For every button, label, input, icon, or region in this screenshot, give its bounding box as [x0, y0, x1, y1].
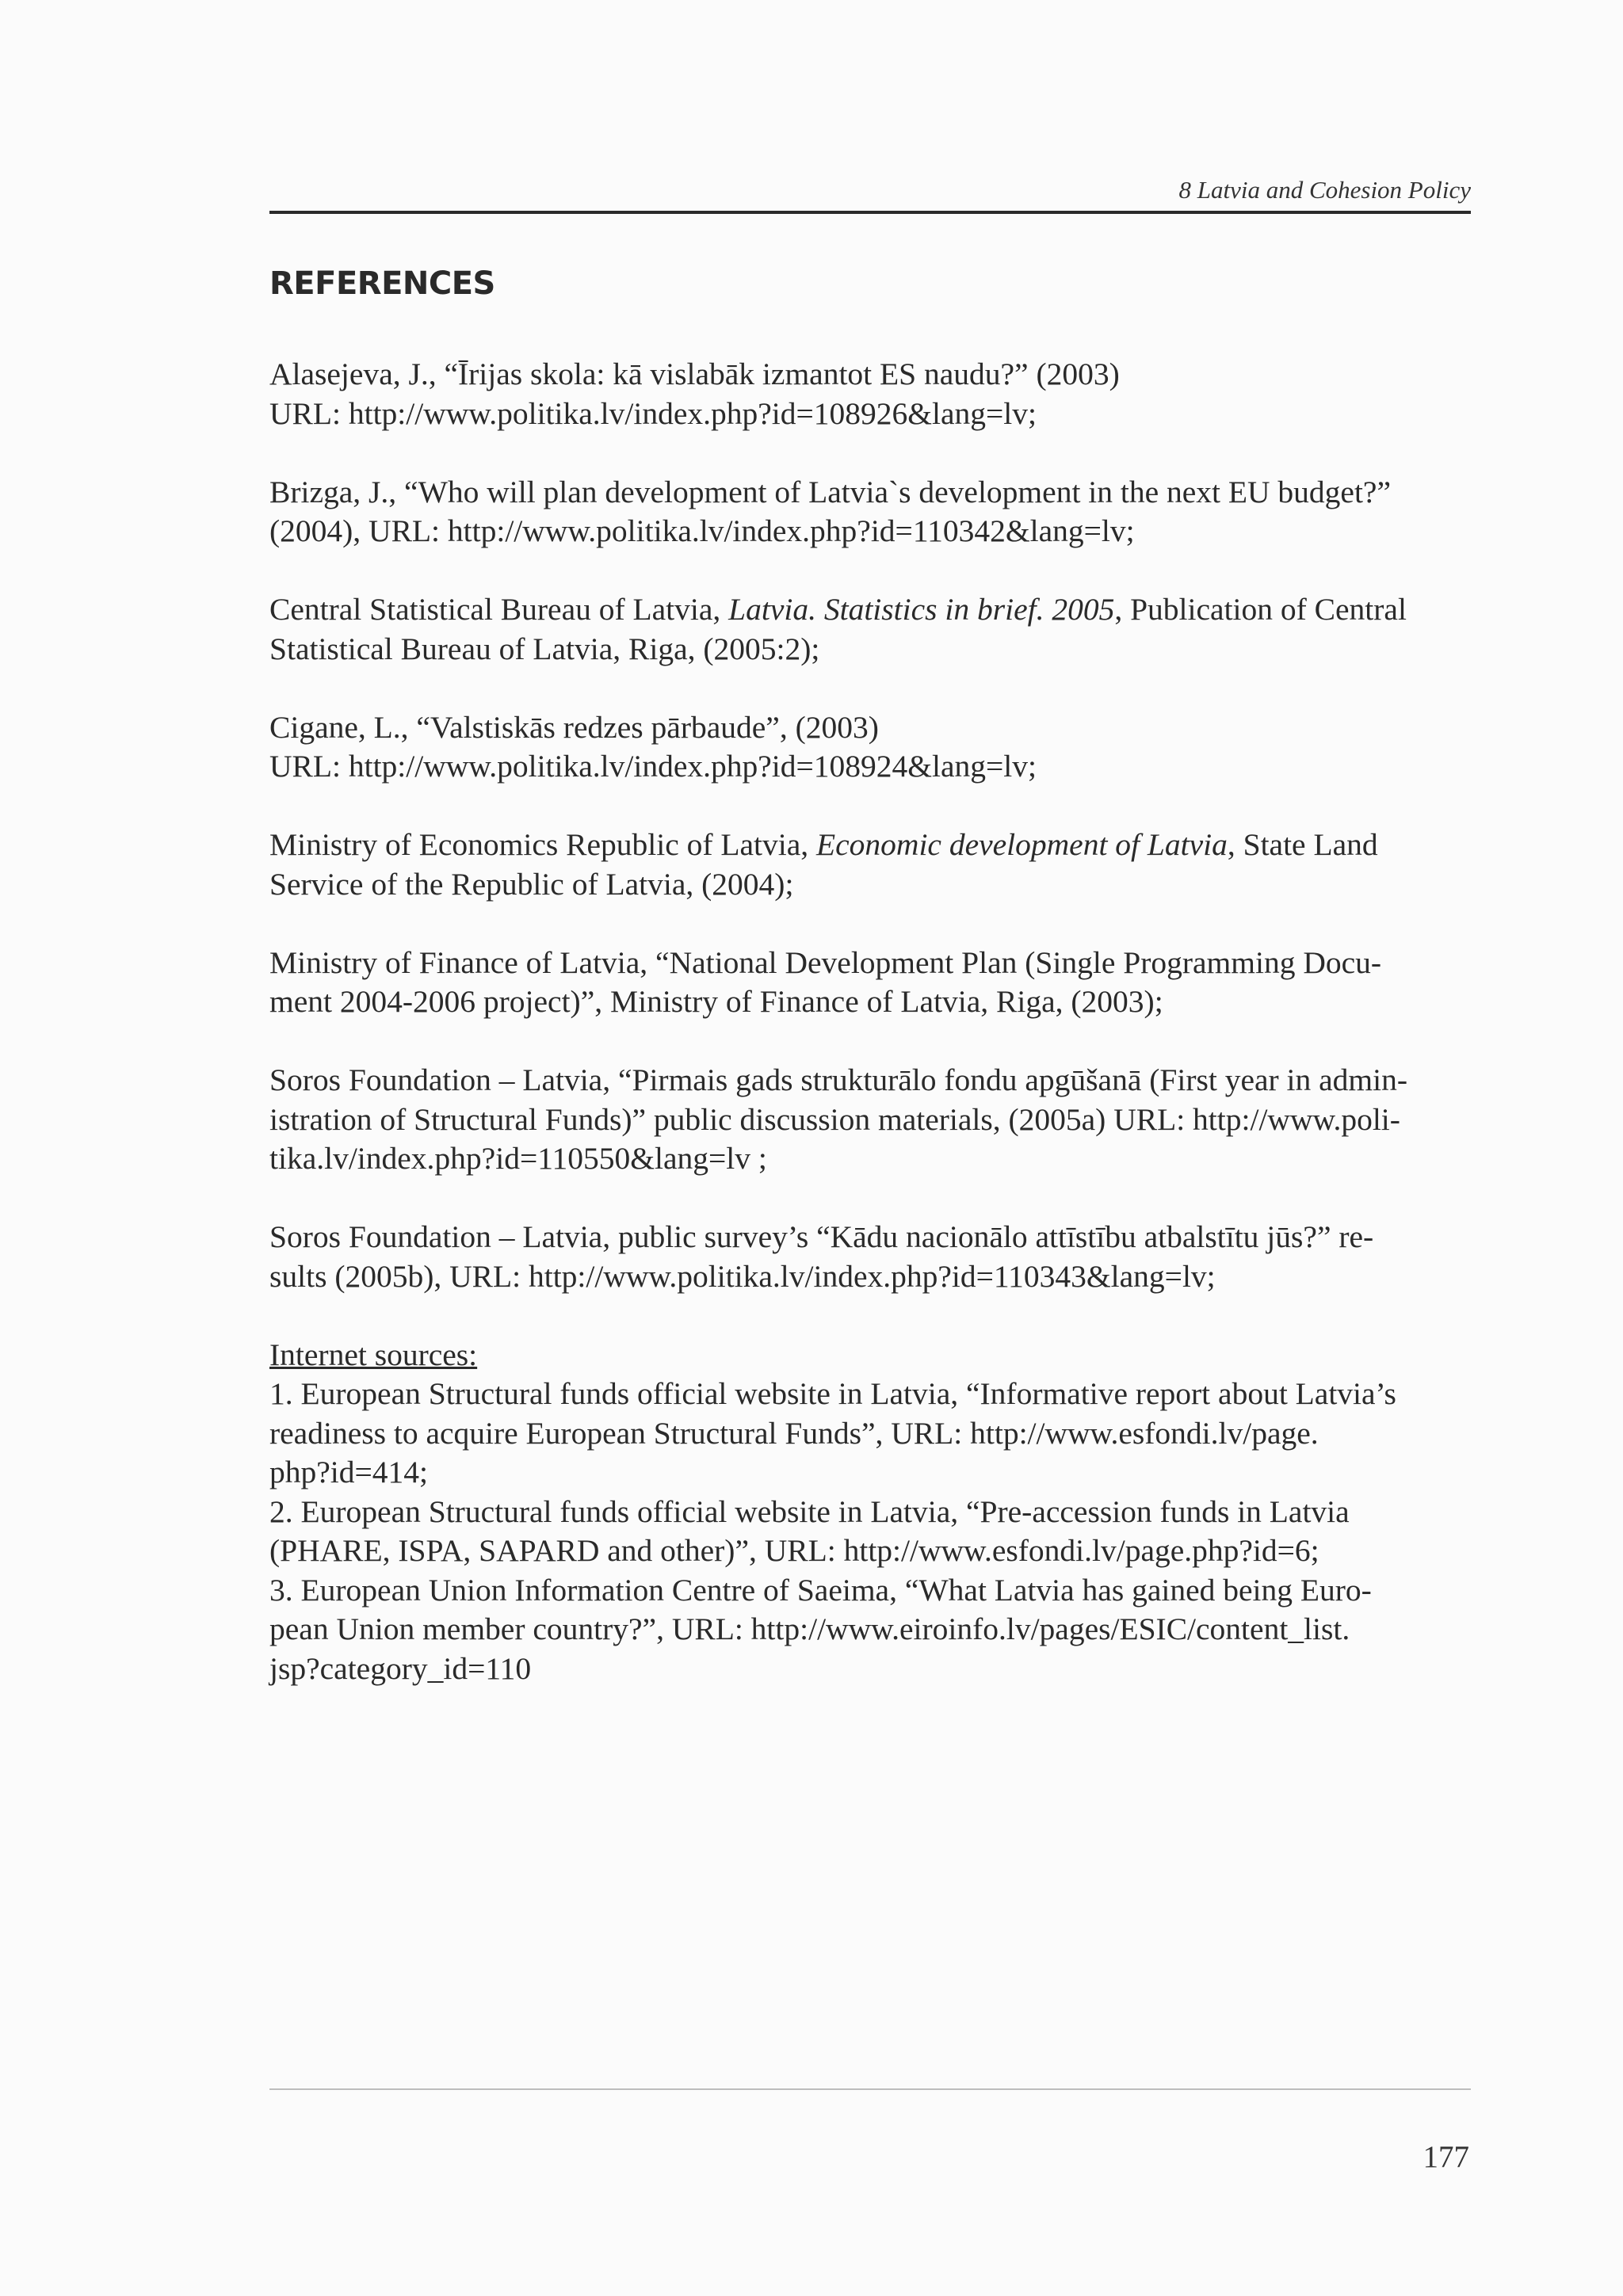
internet-sources-label: Internet sources: — [269, 1337, 478, 1372]
internet-source-line: (PHARE, ISPA, SAPARD and other)”, URL: http://www.esfondi.lv/page.php?id=6; — [269, 1533, 1319, 1568]
running-header: 8 Latvia and Cohesion Policy — [1178, 176, 1471, 204]
reference-text: Central Statistical Bureau of Latvia, — [269, 592, 729, 627]
reference-text: Ministry of Economics Republic of Latvia, — [269, 827, 817, 862]
reference-entry — [269, 473, 1474, 551]
internet-sources — [269, 1336, 1474, 1689]
reference-line: Statistical Bureau of Latvia, Riga, (2005:2); — [269, 631, 820, 666]
reference-line: URL: http://www.politika.lv/index.php?id=108926&lang=lv; — [269, 395, 1037, 431]
reference-entry — [269, 826, 1474, 904]
reference-title: Economic development of Latvia — [816, 827, 1228, 862]
internet-source-line: readiness to acquire European Structural Funds”, URL: http://www.esfondi.lv/page. — [269, 1415, 1319, 1451]
internet-source-line: 2. European Structural funds official website in Latvia, “Pre-accession funds in Latvia — [269, 1493, 1350, 1529]
footer-rule — [269, 2088, 1471, 2090]
reference-line: ment 2004-2006 project)”, Ministry of Finance of Latvia, Riga, (2003); — [269, 984, 1163, 1019]
reference-line — [269, 826, 1474, 865]
reference-line: Brizga, J., “Who will plan development of Latvia`s development in the next EU budget?” — [269, 474, 1391, 509]
reference-line: Soros Foundation – Latvia, public survey’s “Kādu nacionālo attīstību atbalstītu jūs?” re- — [269, 1219, 1374, 1254]
reference-text: , Publication of Central — [1114, 592, 1407, 627]
reference-line: URL: http://www.politika.lv/index.php?id=108924&lang=lv; — [269, 749, 1037, 784]
reference-entry — [269, 590, 1474, 669]
section-heading: REFERENCES — [269, 265, 495, 302]
internet-source-line: 1. European Structural funds official website in Latvia, “Informative report about Latvia’s — [269, 1376, 1396, 1411]
reference-line: Soros Foundation – Latvia, “Pirmais gads strukturālo fondu apgūšanā (First year in admin- — [269, 1062, 1408, 1097]
reference-entry — [269, 1218, 1474, 1296]
reference-entry — [269, 708, 1474, 787]
reference-line: Service of the Republic of Latvia, (2004); — [269, 866, 794, 902]
reference-entry — [269, 1061, 1474, 1179]
internet-source-line: jsp?category_id=110 — [269, 1650, 532, 1686]
reference-line: Alasejeva, J., “Īrijas skola: kā vislabāk izmantot ES naudu?” (2003) — [269, 357, 1120, 391]
reference-line — [269, 590, 1474, 630]
reference-entry — [269, 944, 1474, 1022]
reference-line: (2004), URL: http://www.politika.lv/index.php?id=110342&lang=lv; — [269, 513, 1135, 548]
reference-line: istration of Structural Funds)” public discussion materials, (2005a) URL: http://www.poli- — [269, 1101, 1400, 1137]
reference-line: Cigane, L., “Valstiskās redzes pārbaude”, (2003) — [269, 709, 879, 745]
reference-text: , State Land — [1227, 827, 1378, 862]
references-list — [269, 355, 1474, 1688]
reference-line: Ministry of Finance of Latvia, “National Development Plan (Single Programming Docu- — [269, 944, 1382, 980]
reference-line: tika.lv/index.php?id=110550&lang=lv ; — [269, 1141, 767, 1176]
header-rule — [269, 211, 1471, 214]
internet-source-line: pean Union member country?”, URL: http://www.eiroinfo.lv/pages/ESIC/content_list. — [269, 1611, 1350, 1646]
internet-source-line: php?id=414; — [269, 1455, 429, 1489]
reference-entry — [269, 355, 1474, 433]
page-number: 177 — [1423, 2140, 1469, 2174]
reference-title: Latvia. Statistics in brief. 2005 — [728, 592, 1115, 627]
reference-line: sults (2005b), URL: http://www.politika.lv/index.php?id=110343&lang=lv; — [269, 1258, 1216, 1294]
internet-source-line: 3. European Union Information Centre of Saeima, “What Latvia has gained being Euro- — [269, 1572, 1372, 1608]
